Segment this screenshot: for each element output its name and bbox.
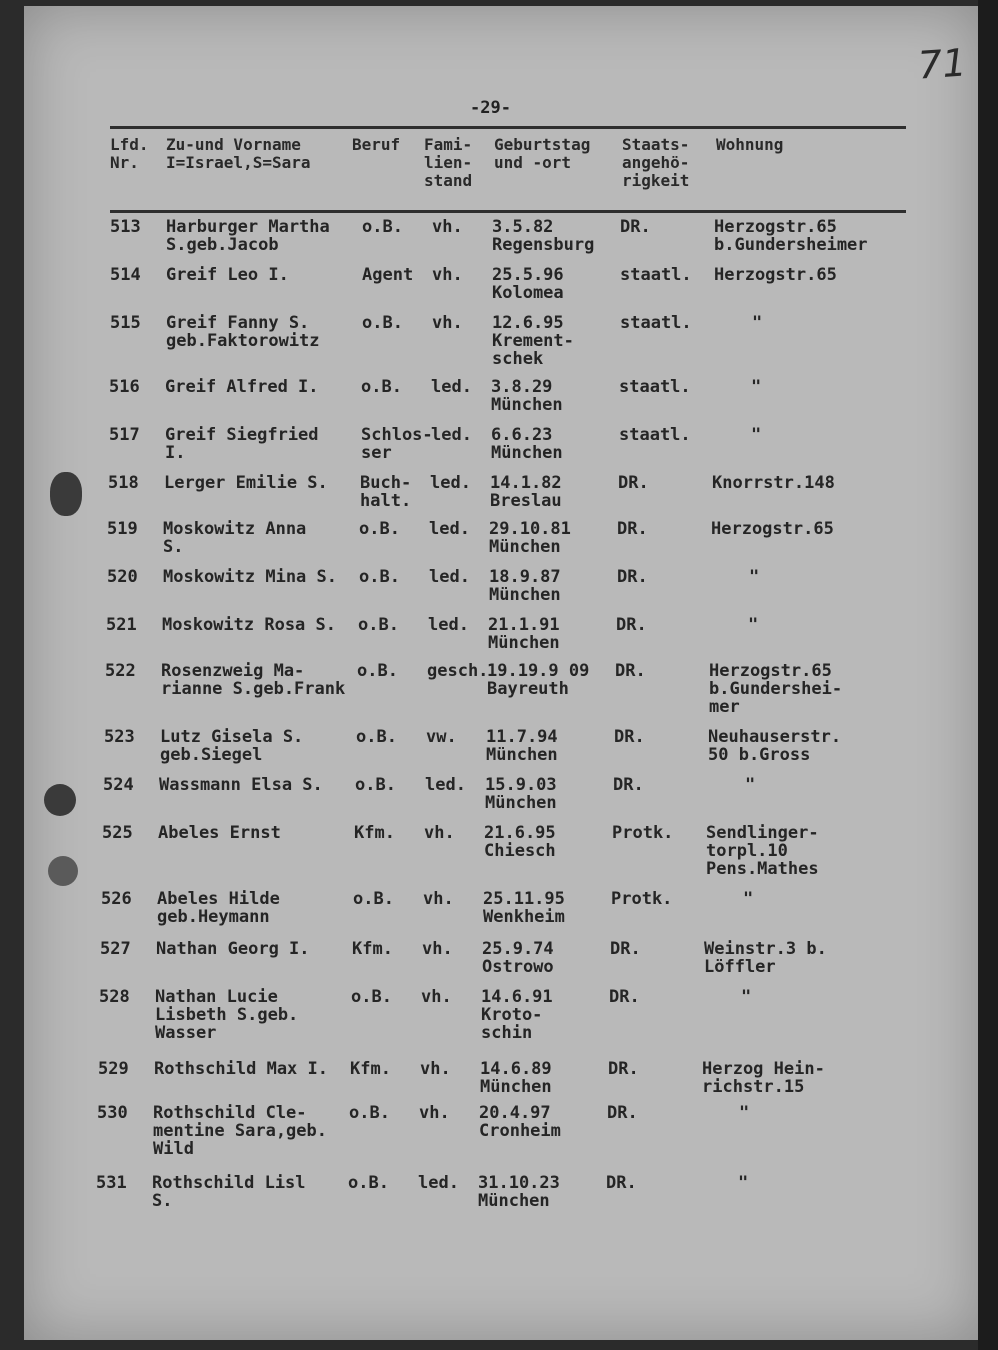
header-wohnung: Wohnung [716, 135, 784, 154]
row-wohnung: Herzogstr.65 b.Gundersheimer [714, 217, 868, 255]
row-geburt: 25.9.74 Ostrowo [482, 939, 554, 977]
header-bottom-rule [110, 210, 906, 213]
row-nr: 527 [100, 939, 131, 959]
row-nr: 529 [98, 1059, 129, 1079]
row-name: Rothschild Lisl S. [152, 1173, 306, 1211]
row-wohnung: Weinstr.3 b. Löffler [704, 939, 827, 977]
row-wohnung: Knorrstr.148 [712, 473, 835, 493]
row-staat: DR. [618, 473, 649, 493]
row-staat: staatl. [619, 425, 691, 445]
row-wohnung: " [738, 1173, 749, 1193]
row-beruf: Schlos- ser [361, 425, 433, 463]
row-familienstand: vh. [420, 1059, 451, 1079]
row-nr: 526 [101, 889, 132, 909]
row-name: Wassmann Elsa S. [159, 775, 323, 795]
row-nr: 517 [109, 425, 140, 445]
row-geburt: 3.8.29 München [491, 377, 563, 415]
row-beruf: o.B. [361, 377, 402, 397]
header-staat: Staats- angehö- rigkeit [622, 135, 690, 190]
row-nr: 522 [105, 661, 136, 681]
row-staat: DR. [617, 519, 648, 539]
row-name: Greif Fanny S. geb.Faktorowitz [166, 313, 320, 351]
row-nr: 521 [106, 615, 137, 635]
row-staat: Protk. [612, 823, 674, 843]
row-beruf: o.B. [362, 217, 403, 237]
row-name: Harburger Martha S.geb.Jacob [166, 217, 330, 255]
row-familienstand: vh. [422, 939, 453, 959]
row-name: Nathan Lucie Lisbeth S.geb. Wasser [155, 987, 299, 1043]
row-geburt: 25.5.96 Kolomea [492, 265, 564, 303]
row-name: Rosenzweig Ma- rianne S.geb.Frank [161, 661, 346, 699]
row-nr: 528 [99, 987, 130, 1007]
row-name: Greif Leo I. [166, 265, 289, 285]
row-familienstand: led. [428, 615, 469, 635]
row-beruf: Kfm. [352, 939, 393, 959]
row-beruf: Kfm. [350, 1059, 391, 1079]
row-beruf: o.B. [356, 727, 397, 747]
row-geburt: 11.7.94 München [486, 727, 558, 765]
row-wohnung: " [741, 987, 752, 1007]
row-name: Nathan Georg I. [156, 939, 310, 959]
row-geburt: 14.6.89 München [480, 1059, 552, 1097]
punch-hole [48, 856, 78, 886]
row-geburt: 14.6.91 Kroto- schin [481, 987, 553, 1043]
row-wohnung: " [743, 889, 754, 909]
row-familienstand: led. [429, 519, 470, 539]
row-geburt: 21.6.95 Chiesch [484, 823, 556, 861]
row-beruf: o.B. [359, 567, 400, 587]
row-wohnung: Herzogstr.65 [714, 265, 837, 285]
row-wohnung: " [745, 775, 756, 795]
row-wohnung: Herzogstr.65 [711, 519, 834, 539]
row-nr: 523 [104, 727, 135, 747]
row-beruf: o.B. [357, 661, 398, 681]
row-staat: Protk. [611, 889, 673, 909]
row-geburt: 31.10.23 München [478, 1173, 560, 1211]
row-familienstand: led. [430, 473, 471, 493]
row-nr: 514 [110, 265, 141, 285]
row-familienstand: led. [418, 1173, 459, 1193]
row-beruf: Agent [362, 265, 414, 285]
row-nr: 518 [108, 473, 139, 493]
row-familienstand: vh. [432, 265, 463, 285]
row-geburt: 15.9.03 München [485, 775, 557, 813]
row-name: Moskowitz Mina S. [163, 567, 337, 587]
scan-edge [978, 0, 998, 1350]
row-familienstand: vh. [421, 987, 452, 1007]
row-name: Rothschild Max I. [154, 1059, 328, 1079]
row-nr: 530 [97, 1103, 128, 1123]
row-beruf: o.B. [353, 889, 394, 909]
ink-blot [50, 472, 82, 516]
folio-number: 71 [916, 40, 968, 88]
row-familienstand: vh. [432, 217, 463, 237]
row-staat: staatl. [620, 313, 692, 333]
row-geburt: 29.10.81 München [489, 519, 571, 557]
page-number: -29- [470, 98, 511, 118]
header-name: Zu-und Vorname I=Israel,S=Sara [166, 135, 311, 172]
row-wohnung: " [752, 313, 763, 333]
row-geburt: 25.11.95 Wenkheim [483, 889, 565, 927]
row-nr: 531 [96, 1173, 127, 1193]
row-staat: DR. [617, 567, 648, 587]
row-staat: DR. [609, 987, 640, 1007]
row-name: Lutz Gisela S. geb.Siegel [160, 727, 304, 765]
row-wohnung: Herzogstr.65 b.Gundershei- mer [709, 661, 843, 717]
row-staat: DR. [613, 775, 644, 795]
row-nr: 525 [102, 823, 133, 843]
row-familienstand: vh. [419, 1103, 450, 1123]
row-wohnung: " [739, 1103, 750, 1123]
row-familienstand: led. [425, 775, 466, 795]
row-name: Rothschild Cle- mentine Sara,geb. Wild [153, 1103, 327, 1159]
row-geburt: 12.6.95 Krement- schek [492, 313, 574, 369]
row-staat: DR. [610, 939, 641, 959]
row-geburt: 19.19.9 09 Bayreuth [487, 661, 590, 699]
row-name: Abeles Ernst [158, 823, 281, 843]
row-staat: DR. [616, 615, 647, 635]
punch-hole [44, 784, 76, 816]
row-wohnung: Neuhauserstr. 50 b.Gross [708, 727, 842, 765]
row-nr: 524 [103, 775, 134, 795]
row-beruf: o.B. [348, 1173, 389, 1193]
row-nr: 519 [107, 519, 138, 539]
row-staat: DR. [615, 661, 646, 681]
row-name: Lerger Emilie S. [164, 473, 328, 493]
row-beruf: o.B. [351, 987, 392, 1007]
row-geburt: 6.6.23 München [491, 425, 563, 463]
row-nr: 513 [110, 217, 141, 237]
row-geburt: 3.5.82 Regensburg [492, 217, 595, 255]
header-beruf: Beruf [352, 135, 401, 154]
row-wohnung: " [751, 425, 762, 445]
row-nr: 516 [109, 377, 140, 397]
row-staat: DR. [606, 1173, 637, 1193]
row-nr: 515 [110, 313, 141, 333]
row-familienstand: vw. [426, 727, 457, 747]
row-wohnung: " [748, 615, 759, 635]
row-wohnung: " [751, 377, 762, 397]
row-staat: staatl. [620, 265, 692, 285]
row-staat: DR. [614, 727, 645, 747]
header-nr: Lfd. Nr. [110, 135, 149, 172]
header-top-rule [110, 126, 906, 129]
row-wohnung: Sendlinger- torpl.10 Pens.Mathes [706, 823, 819, 879]
row-name: Greif Alfred I. [165, 377, 319, 397]
row-staat: staatl. [619, 377, 691, 397]
row-name: Moskowitz Rosa S. [162, 615, 336, 635]
row-beruf: o.B. [359, 519, 400, 539]
row-beruf: Buch- halt. [360, 473, 412, 511]
row-geburt: 14.1.82 Breslau [490, 473, 562, 511]
row-familienstand: led. [431, 425, 472, 445]
row-beruf: o.B. [355, 775, 396, 795]
row-name: Abeles Hilde geb.Heymann [157, 889, 280, 927]
row-geburt: 18.9.87 München [489, 567, 561, 605]
row-beruf: o.B. [349, 1103, 390, 1123]
row-name: Moskowitz Anna S. [163, 519, 307, 557]
header-geburt: Geburtstag und -ort [494, 135, 591, 172]
row-staat: DR. [608, 1059, 639, 1079]
row-geburt: 20.4.97 Cronheim [479, 1103, 561, 1141]
row-staat: DR. [607, 1103, 638, 1123]
row-wohnung: " [749, 567, 760, 587]
row-nr: 520 [107, 567, 138, 587]
row-familienstand: led. [429, 567, 470, 587]
row-beruf: o.B. [362, 313, 403, 333]
row-beruf: o.B. [358, 615, 399, 635]
row-name: Greif Siegfried I. [165, 425, 319, 463]
row-familienstand: vh. [432, 313, 463, 333]
row-staat: DR. [620, 217, 651, 237]
row-familienstand: led. [431, 377, 472, 397]
row-familienstand: gesch. [427, 661, 489, 681]
row-geburt: 21.1.91 München [488, 615, 560, 653]
row-familienstand: vh. [424, 823, 455, 843]
row-beruf: Kfm. [354, 823, 395, 843]
header-familienstand: Fami- lien- stand [424, 135, 473, 190]
row-familienstand: vh. [423, 889, 454, 909]
row-wohnung: Herzog Hein- richstr.15 [702, 1059, 825, 1097]
